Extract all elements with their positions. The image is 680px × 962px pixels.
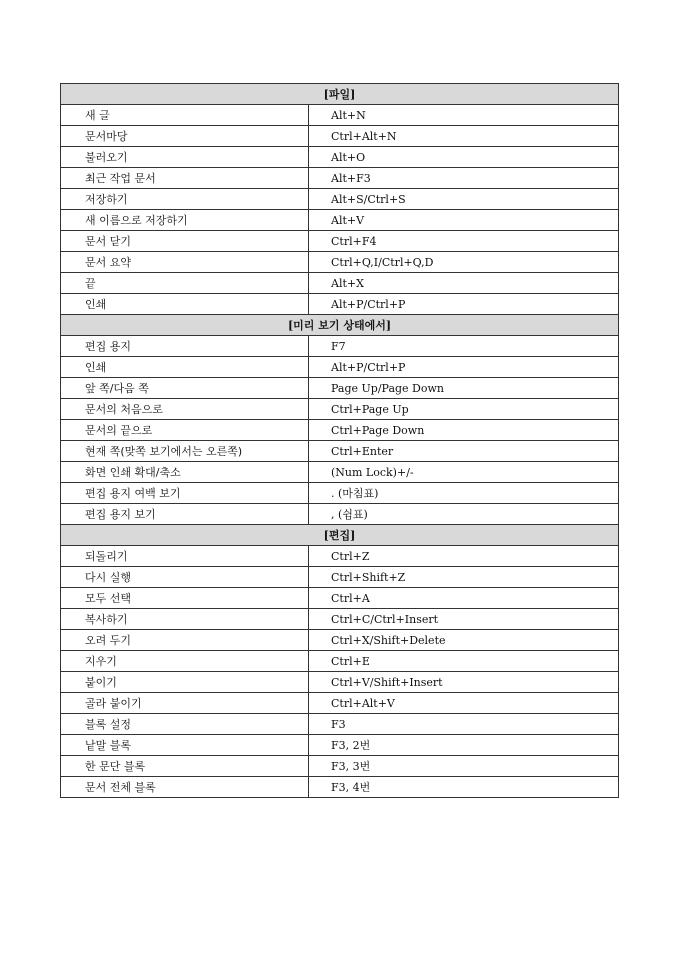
shortcut-cell: Ctrl+Page Down [309, 420, 619, 441]
action-cell: 문서 전체 블록 [61, 777, 309, 798]
shortcut-cell: Alt+V [309, 210, 619, 231]
shortcut-cell: , (쉼표) [309, 504, 619, 525]
shortcut-cell: Alt+X [309, 273, 619, 294]
section-header [61, 84, 619, 105]
action-cell: 저장하기 [61, 189, 309, 210]
table-row [61, 357, 619, 378]
table-row [61, 693, 619, 714]
action-cell: 인쇄 [61, 294, 309, 315]
table-row [61, 252, 619, 273]
table-row [61, 168, 619, 189]
shortcut-cell: Ctrl+V/Shift+Insert [309, 672, 619, 693]
action-cell: 낱말 블록 [61, 735, 309, 756]
action-cell: 문서 요약 [61, 252, 309, 273]
action-cell: 되돌리기 [61, 546, 309, 567]
action-cell: 문서마당 [61, 126, 309, 147]
action-cell: 골라 붙이기 [61, 693, 309, 714]
shortcut-cell: . (마침표) [309, 483, 619, 504]
table-row [61, 105, 619, 126]
shortcut-cell: F3, 2번 [309, 735, 619, 756]
table-row [61, 210, 619, 231]
table-row [61, 231, 619, 252]
table-row [61, 777, 619, 798]
action-cell: 앞 쪽/다음 쪽 [61, 378, 309, 399]
shortcut-cell: F3 [309, 714, 619, 735]
shortcut-cell: (Num Lock)+/- [309, 462, 619, 483]
table-row [61, 504, 619, 525]
shortcut-cell: Ctrl+Z [309, 546, 619, 567]
action-cell: 한 문단 블록 [61, 756, 309, 777]
action-cell: 지우기 [61, 651, 309, 672]
shortcut-cell: Ctrl+Shift+Z [309, 567, 619, 588]
action-cell: 불러오기 [61, 147, 309, 168]
shortcut-cell: Ctrl+Alt+N [309, 126, 619, 147]
table-row [61, 189, 619, 210]
table-row [61, 294, 619, 315]
table-row [61, 756, 619, 777]
section-title: [파일] [61, 84, 619, 105]
shortcut-cell: Ctrl+F4 [309, 231, 619, 252]
shortcut-cell: Ctrl+Page Up [309, 399, 619, 420]
action-cell: 다시 실행 [61, 567, 309, 588]
action-cell: 문서의 끝으로 [61, 420, 309, 441]
action-cell: 블록 설정 [61, 714, 309, 735]
shortcut-table [60, 83, 619, 798]
table-row [61, 378, 619, 399]
shortcut-cell: Alt+F3 [309, 168, 619, 189]
table-row [61, 609, 619, 630]
shortcut-cell: Alt+O [309, 147, 619, 168]
shortcut-cell: F3, 4번 [309, 777, 619, 798]
shortcut-cell: Alt+N [309, 105, 619, 126]
action-cell: 편집 용지 [61, 336, 309, 357]
table-row [61, 336, 619, 357]
table-row [61, 441, 619, 462]
action-cell: 인쇄 [61, 357, 309, 378]
section-header [61, 315, 619, 336]
shortcut-cell: F7 [309, 336, 619, 357]
action-cell: 화면 인쇄 확대/축소 [61, 462, 309, 483]
action-cell: 편집 용지 여백 보기 [61, 483, 309, 504]
table-row [61, 483, 619, 504]
action-cell: 새 이름으로 저장하기 [61, 210, 309, 231]
table-row [61, 714, 619, 735]
action-cell: 모두 선택 [61, 588, 309, 609]
shortcut-cell: Ctrl+C/Ctrl+Insert [309, 609, 619, 630]
shortcut-cell: F3, 3번 [309, 756, 619, 777]
action-cell: 붙이기 [61, 672, 309, 693]
action-cell: 편집 용지 보기 [61, 504, 309, 525]
table-row [61, 651, 619, 672]
shortcut-table-body [61, 84, 619, 798]
shortcut-cell: Ctrl+Alt+V [309, 693, 619, 714]
table-row [61, 399, 619, 420]
table-row [61, 588, 619, 609]
action-cell: 끝 [61, 273, 309, 294]
table-row [61, 735, 619, 756]
shortcut-cell: Page Up/Page Down [309, 378, 619, 399]
shortcut-cell: Alt+P/Ctrl+P [309, 357, 619, 378]
action-cell: 문서 닫기 [61, 231, 309, 252]
table-row [61, 672, 619, 693]
shortcut-cell: Ctrl+E [309, 651, 619, 672]
action-cell: 최근 작업 문서 [61, 168, 309, 189]
table-row [61, 126, 619, 147]
table-row [61, 567, 619, 588]
action-cell: 문서의 처음으로 [61, 399, 309, 420]
table-row [61, 462, 619, 483]
table-row [61, 630, 619, 651]
table-row [61, 147, 619, 168]
shortcut-cell: Alt+S/Ctrl+S [309, 189, 619, 210]
action-cell: 현재 쪽(맞쪽 보기에서는 오른쪽) [61, 441, 309, 462]
action-cell: 복사하기 [61, 609, 309, 630]
section-title: [편집] [61, 525, 619, 546]
action-cell: 오려 두기 [61, 630, 309, 651]
shortcut-cell: Ctrl+X/Shift+Delete [309, 630, 619, 651]
shortcut-cell: Ctrl+Q,I/Ctrl+Q,D [309, 252, 619, 273]
shortcut-cell: Ctrl+A [309, 588, 619, 609]
table-row [61, 546, 619, 567]
section-title: [미리 보기 상태에서] [61, 315, 619, 336]
action-cell: 새 글 [61, 105, 309, 126]
table-row [61, 420, 619, 441]
section-header [61, 525, 619, 546]
shortcut-cell: Ctrl+Enter [309, 441, 619, 462]
shortcut-cell: Alt+P/Ctrl+P [309, 294, 619, 315]
table-row [61, 273, 619, 294]
